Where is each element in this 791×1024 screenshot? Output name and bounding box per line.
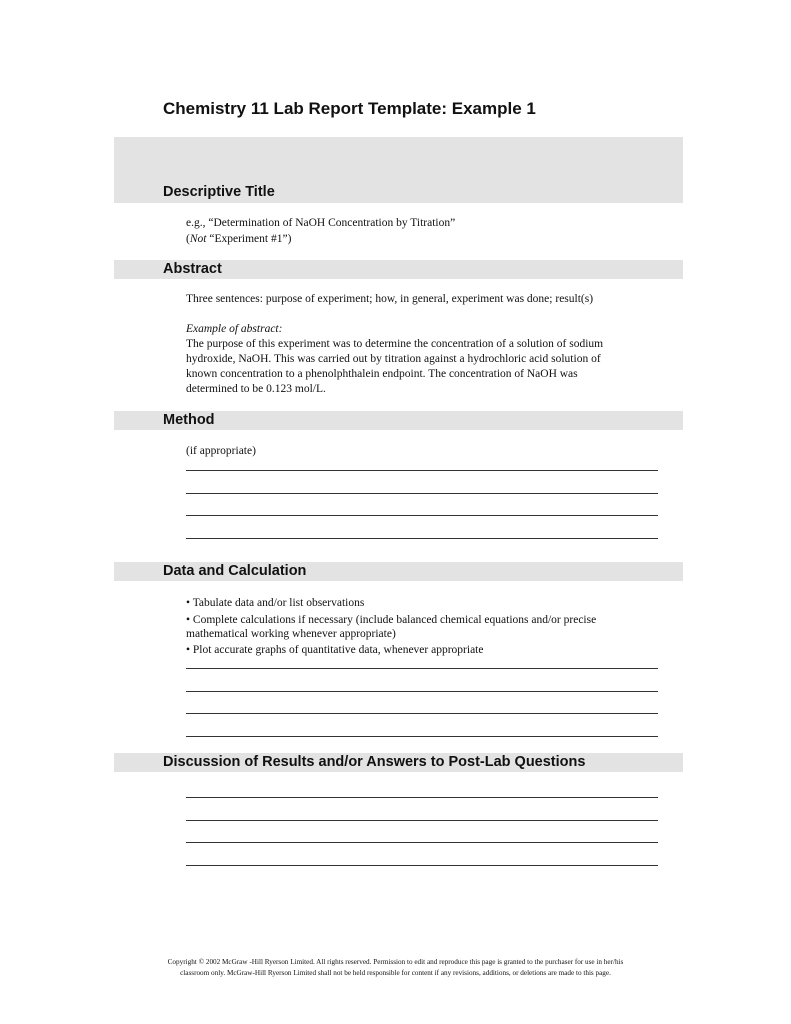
example-title-text: e.g., “Determination of NaOH Concentration by Titration” — [186, 217, 456, 229]
writing-line — [186, 820, 658, 821]
section-heading: Discussion of Results and/or Answers to Post-Lab Questions — [163, 754, 586, 770]
bullet-item: • Tabulate data and/or list observations — [186, 597, 365, 609]
bullet-item: • Complete calculations if necessary (include balanced chemical equations and/or precise — [186, 614, 597, 626]
writing-line — [186, 865, 658, 866]
writing-line — [186, 515, 658, 516]
abstract-example-line: The purpose of this experiment was to determine the concentration of a solution of sodium — [186, 338, 604, 350]
section-header-abstract — [114, 260, 683, 279]
section-header-descriptive-title — [114, 137, 683, 203]
method-note: (if appropriate) — [186, 445, 256, 457]
writing-line — [186, 470, 658, 471]
bullet-item: • Plot accurate graphs of quantitative data, whenever appropriate — [186, 644, 484, 656]
section-heading: Method — [163, 412, 215, 428]
bullet-item-continued: mathematical working whenever appropriate) — [186, 628, 396, 640]
writing-line — [186, 713, 658, 714]
footer-line: Copyright © 2002 McGraw -Hill Ryerson Limited. All rights reserved. Permission to edit and reproduce this page is granted to the purchaser for use in her/his — [167, 958, 624, 966]
counter-example-text: (Not “Experiment #1”) — [186, 233, 292, 245]
section-heading: Descriptive Title — [163, 184, 275, 200]
abstract-intro: Three sentences: purpose of experiment; how, in general, experiment was done; result(s) — [186, 293, 594, 305]
writing-line — [186, 736, 658, 737]
abstract-example-line: known concentration to a phenolphthalein endpoint. The concentration of NaOH was — [186, 368, 578, 380]
writing-line — [186, 493, 658, 494]
section-header-method — [114, 411, 683, 430]
footer-line: classroom only. McGraw-Hill Ryerson Limited shall not be held responsible for content if any revisions, additions, or deletions are made to this page. — [180, 969, 611, 977]
copyright-footer — [100, 957, 691, 979]
section-header-data — [114, 562, 683, 581]
section-heading: Abstract — [163, 261, 222, 277]
writing-line — [186, 797, 658, 798]
section-heading: Data and Calculation — [163, 563, 307, 579]
writing-line — [186, 842, 658, 843]
writing-line — [186, 538, 658, 539]
writing-line — [186, 691, 658, 692]
abstract-example-line: hydroxide, NaOH. This was carried out by titration against a hydrochloric acid solution of — [186, 353, 601, 365]
page-title: Chemistry 11 Lab Report Template: Example 1 — [163, 99, 536, 118]
section-header-discussion — [114, 753, 683, 772]
abstract-example-line: determined to be 0.123 mol/L. — [186, 383, 326, 395]
abstract-example-label: Example of abstract: — [186, 323, 283, 335]
writing-line — [186, 668, 658, 669]
